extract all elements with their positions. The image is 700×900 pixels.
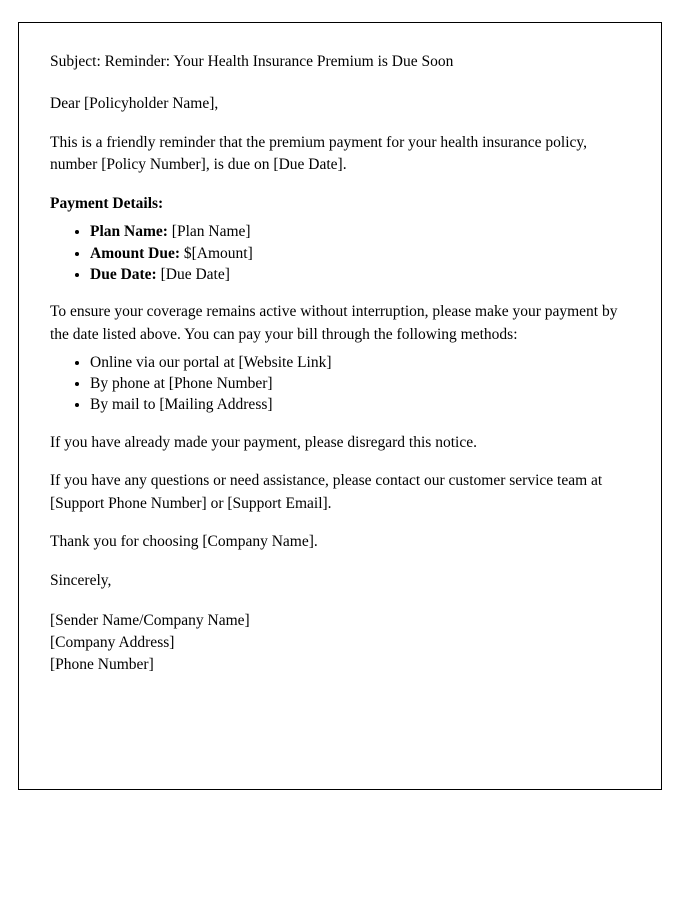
detail-label: Amount Due: xyxy=(90,244,180,262)
detail-label: Due Date: xyxy=(90,265,157,283)
detail-value: $[Amount] xyxy=(183,244,253,262)
list-item xyxy=(90,264,631,285)
closing-line: Sincerely, xyxy=(50,571,112,589)
signature-line: [Company Address] xyxy=(50,634,175,652)
list-item xyxy=(90,221,631,242)
support-paragraph: If you have any questions or need assistance, please contact our customer service team at [Support Phone Number] or [Support Email]. xyxy=(50,472,603,512)
salutation: Dear [Policyholder Name], xyxy=(50,95,219,113)
list-item: • By mail to [Mailing Address] xyxy=(90,394,631,415)
intro-paragraph: This is a friendly reminder that the premium payment for your health insurance policy, number [Policy Number], is due on [Due Date]. xyxy=(50,133,588,174)
signature-line: [Phone Number] xyxy=(50,656,154,674)
detail-value: [Plan Name] xyxy=(171,223,251,241)
thank-you-paragraph: Thank you for choosing [Company Name]. xyxy=(50,533,318,551)
detail-label: Plan Name: xyxy=(90,223,168,241)
coverage-paragraph: To ensure your coverage remains active without interruption, please make your payment by the date listed above. You can pay your bill through the following methods: xyxy=(50,303,618,343)
signature-line: [Sender Name/Company Name] xyxy=(50,612,250,630)
disregard-paragraph: If you have already made your payment, please disregard this notice. xyxy=(50,433,477,451)
document-body xyxy=(19,23,661,676)
list-item xyxy=(90,243,631,264)
list-item: • Online via our portal at [Website Link] xyxy=(90,352,631,373)
list-item: • By phone at [Phone Number] xyxy=(90,373,631,394)
payment-details-heading: Payment Details: xyxy=(50,194,164,212)
payment-methods-list xyxy=(50,352,631,416)
subject-line: Subject: Reminder: Your Health Insurance Premium is Due Soon xyxy=(50,53,454,70)
payment-details-list xyxy=(50,221,631,285)
signature-block xyxy=(50,610,631,676)
detail-value: [Due Date] xyxy=(160,265,230,283)
document-page xyxy=(18,22,662,790)
